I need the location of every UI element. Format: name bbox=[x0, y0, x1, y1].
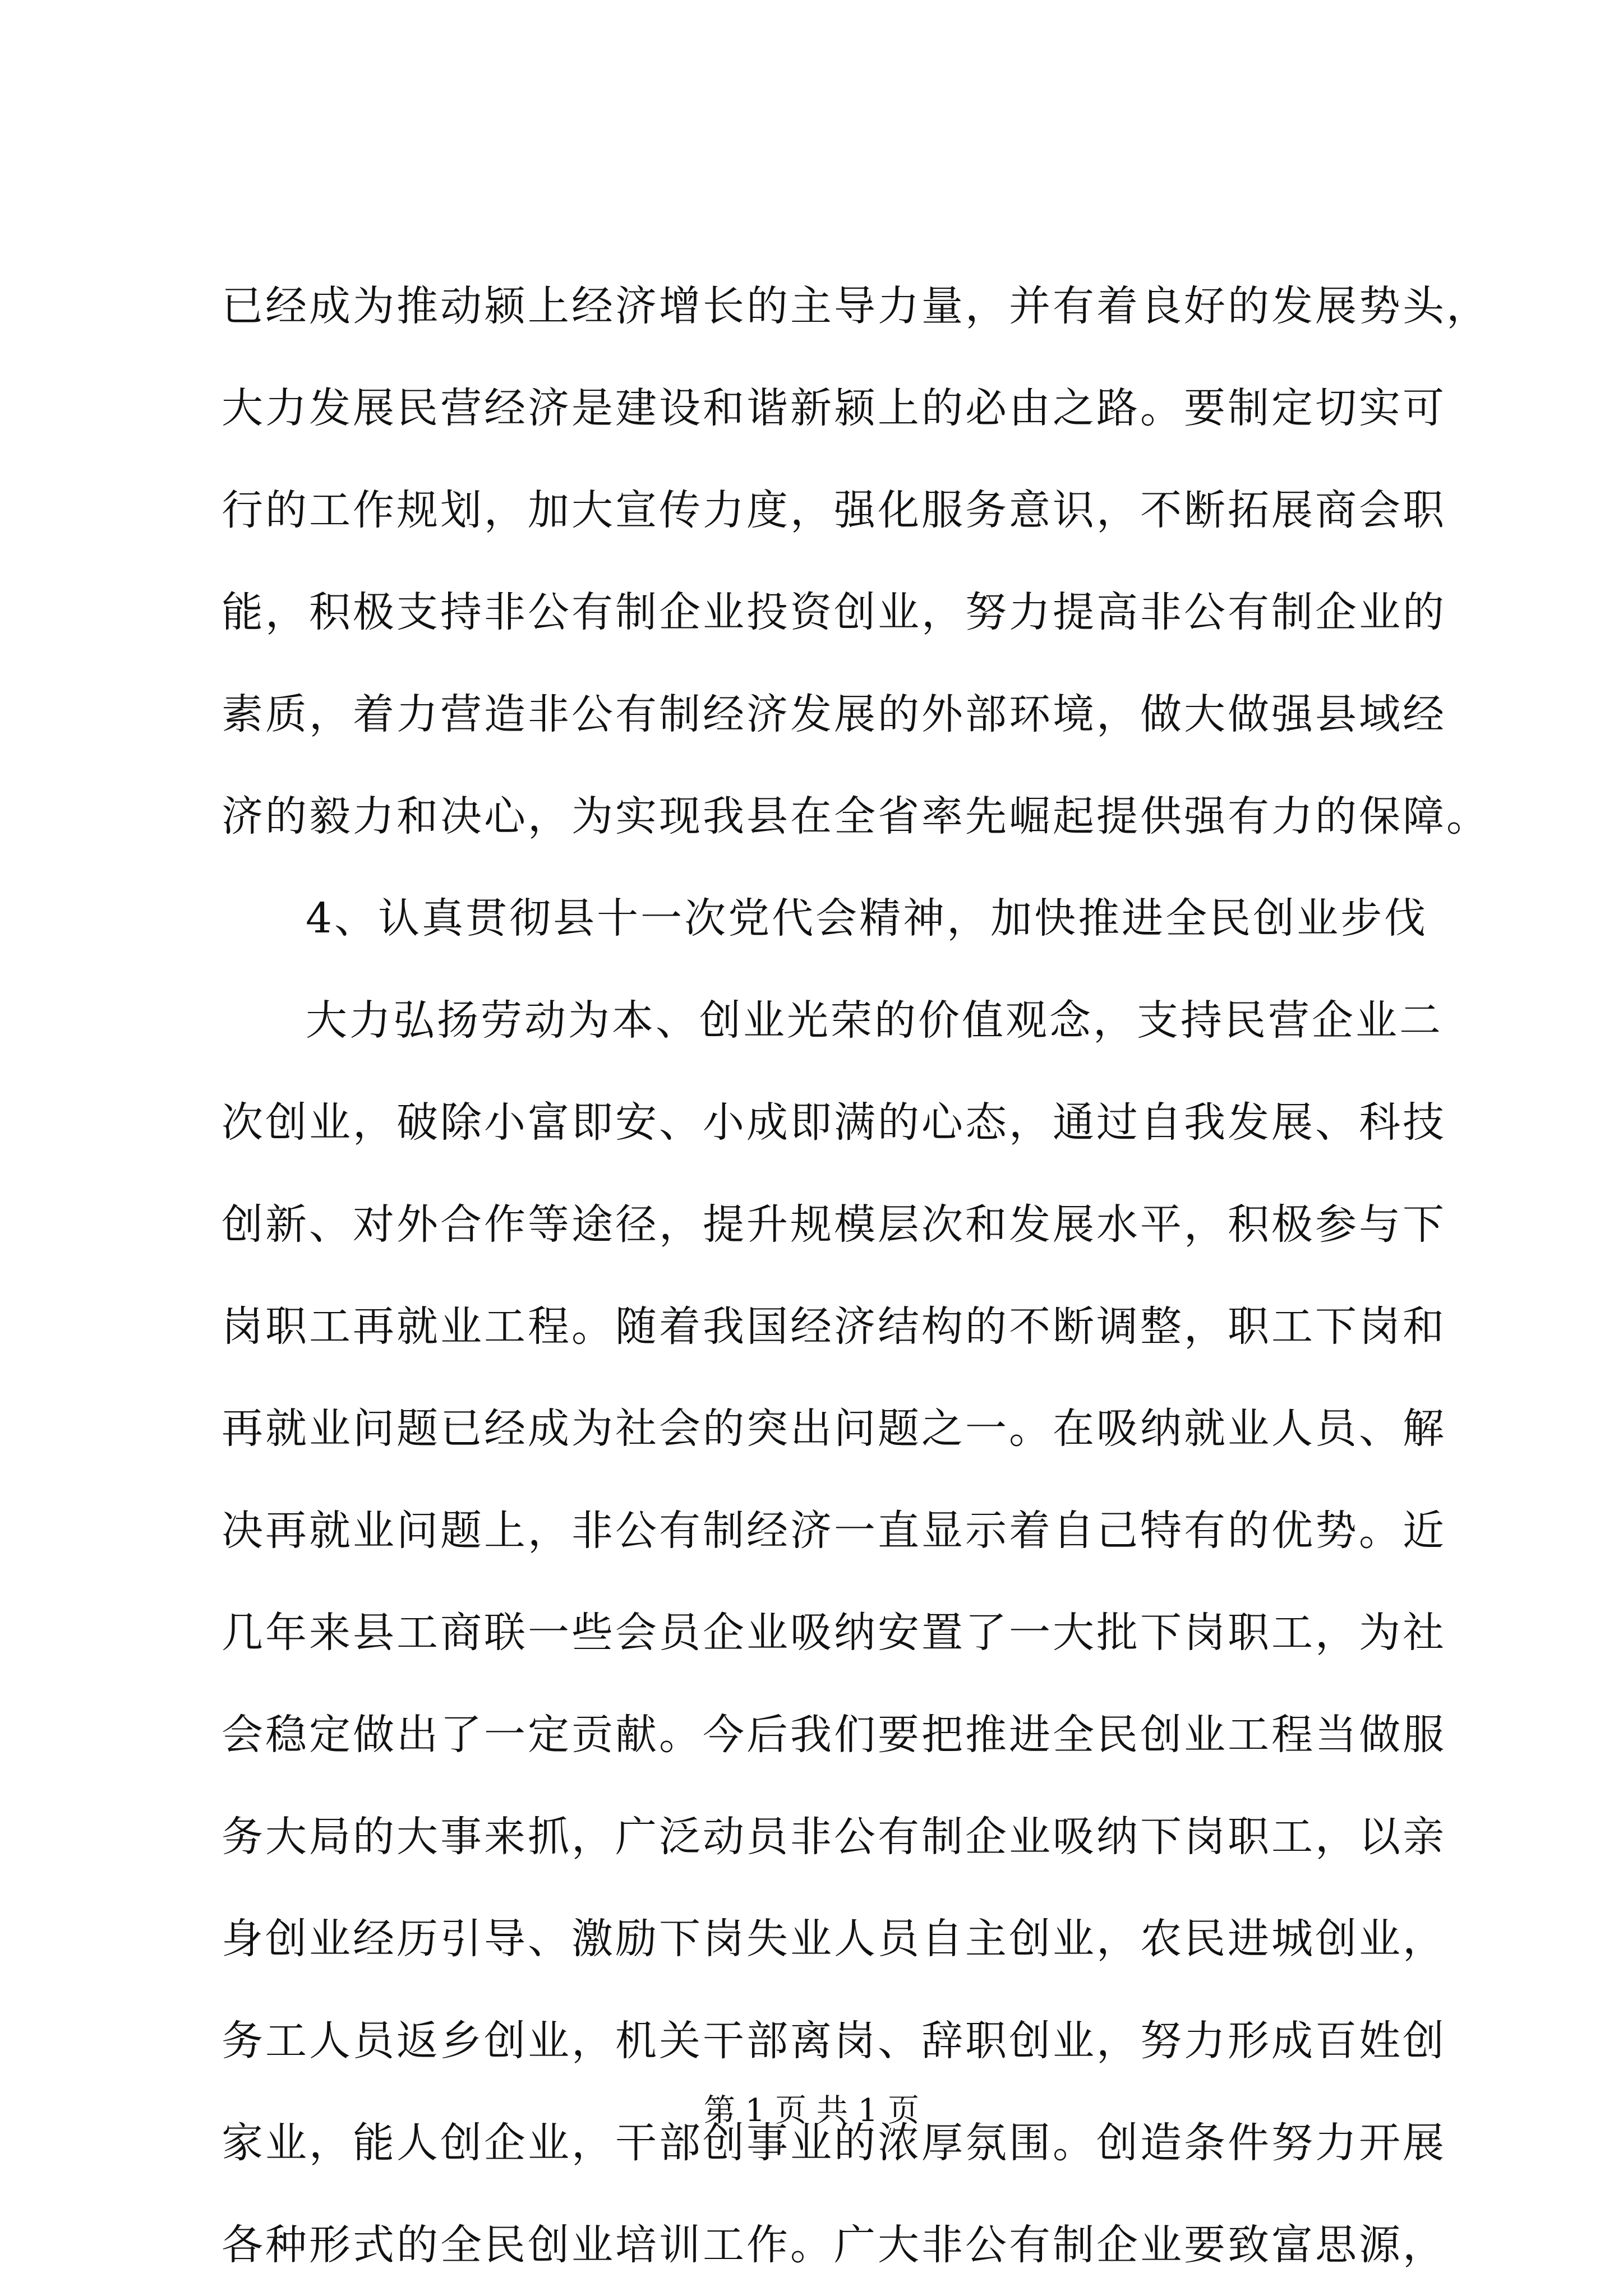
text-line: 能，积极支持非公有制企业投资创业，努力提高非公有制企业的 bbox=[222, 588, 1446, 636]
text-line: 次创业，破除小富即安、小成即满的心态，通过自我发展、科技 bbox=[222, 1098, 1446, 1147]
section-heading: 4、认真贯彻县十一次党代会精神，加快推进全民创业步伐 bbox=[306, 894, 1428, 943]
text-line: 创新、对外合作等途径，提升规模层次和发展水平，积极参与下 bbox=[222, 1200, 1446, 1249]
text-line: 大力发展民营经济是建设和谐新颍上的必由之路。要制定切实可 bbox=[222, 384, 1446, 432]
text-line: 已经成为推动颍上经济增长的主导力量，并有着良好的发展势头， bbox=[222, 282, 1490, 330]
text-line: 各种形式的全民创业培训工作。广大非公有制企业要致富思源， bbox=[222, 2221, 1446, 2269]
text-line: 岗职工再就业工程。随着我国经济结构的不断调整，职工下岗和 bbox=[222, 1302, 1446, 1351]
text-line: 身创业经历引导、激励下岗失业人员自主创业，农民进城创业， bbox=[222, 1915, 1446, 1963]
text-line: 家业，能人创企业，干部创事业的浓厚氛围。创造条件努力开展 bbox=[222, 2119, 1446, 2167]
text-line: 务工人员返乡创业，机关干部离岗、辞职创业，努力形成百姓创 bbox=[222, 2017, 1446, 2065]
text-line: 决再就业问题上，非公有制经济一直显示着自己特有的优势。近 bbox=[222, 1507, 1446, 1555]
text-line: 务大局的大事来抓，广泛动员非公有制企业吸纳下岗职工，以亲 bbox=[222, 1813, 1446, 1861]
text-line: 会稳定做出了一定贡献。今后我们要把推进全民创业工程当做服 bbox=[222, 1711, 1446, 1759]
text-line: 行的工作规划，加大宣传力度，强化服务意识，不断拓展商会职 bbox=[222, 486, 1446, 534]
text-line: 济的毅力和决心，为实现我县在全省率先崛起提供强有力的保障。 bbox=[222, 792, 1490, 840]
text-line: 几年来县工商联一些会员企业吸纳安置了一大批下岗职工，为社 bbox=[222, 1609, 1446, 1657]
document-body bbox=[222, 255, 1490, 2296]
text-line: 素质，着力营造非公有制经济发展的外部环境，做大做强县域经 bbox=[222, 690, 1446, 738]
text-line: 大力弘扬劳动为本、创业光荣的价值观念，支持民营企业二 bbox=[306, 996, 1443, 1045]
text-line: 再就业问题已经成为社会的突出问题之一。在吸纳就业人员、解 bbox=[222, 1405, 1446, 1453]
page-footer: 第 1 页 共 1 页 bbox=[703, 2092, 920, 2129]
